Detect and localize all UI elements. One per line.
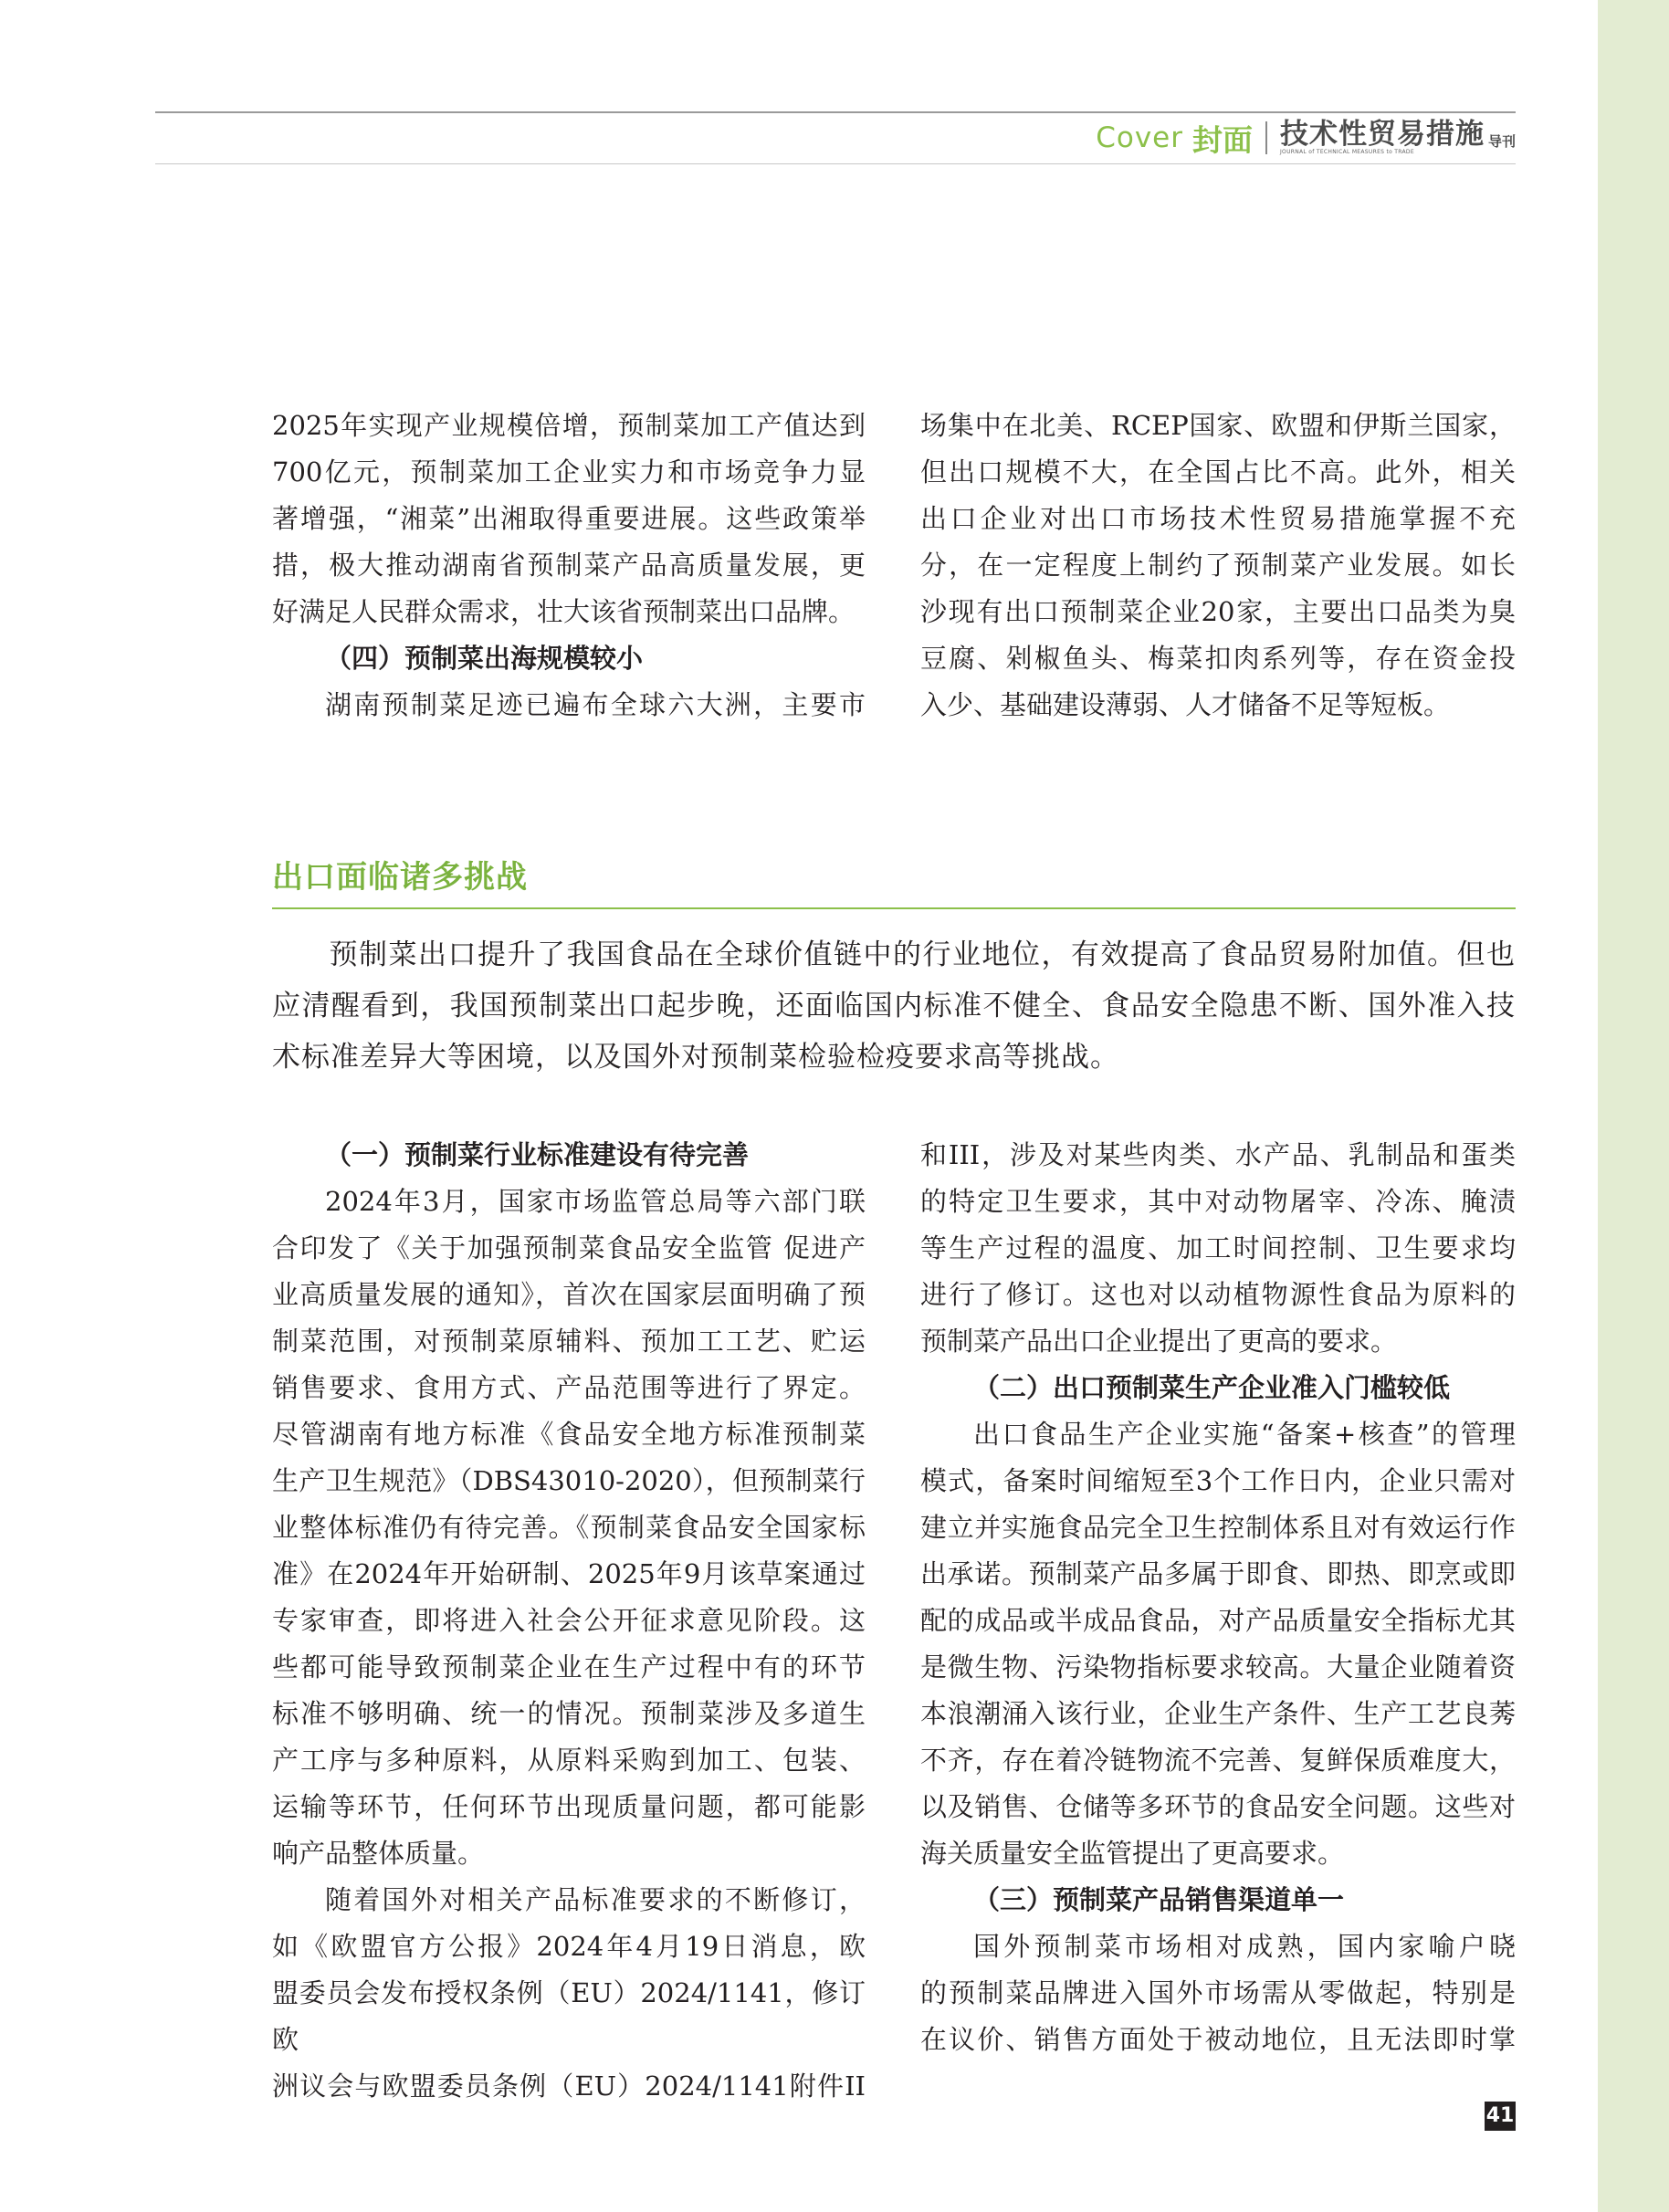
text-line: 的预制菜品牌进入国外市场需从零做起，特别是 [920, 1977, 1516, 2008]
text-line: 出口企业对出口市场技术性贸易措施掌握不充 [920, 503, 1516, 534]
text-line: 进行了修订。这也对以动植物源性食品为原料的 [920, 1279, 1516, 1310]
text-line: 豆腐、剁椒鱼头、梅菜扣肉系列等，存在资金投 [920, 643, 1516, 674]
text-line: 以及销售、仓储等多环节的食品安全问题。这些对 [920, 1791, 1516, 1822]
subheading: （三）预制菜产品销售渠道单一 [973, 1884, 1345, 1915]
journal-english-title: JOURNAL of TECHNICAL MEASURES to TRADE [1279, 149, 1414, 155]
header-rule-top [155, 111, 1516, 113]
text-line: 是微生物、污染物指标要求较高。大量企业随着资 [920, 1651, 1516, 1683]
subheading: （四）预制菜出海规模较小 [325, 643, 644, 674]
text-line: 模式，备案时间缩短至3个工作日内，企业只需对 [920, 1465, 1516, 1496]
journal-title: 技术性贸易措施 [1279, 118, 1485, 151]
text-line: 国外预制菜市场相对成熟，国内家喻户晓 [973, 1931, 1516, 1962]
side-strip [1598, 0, 1669, 2212]
text-line: 制菜范围，对预制菜原辅料、预加工工艺、贮运 [272, 1326, 866, 1357]
text-line: 本浪潮涌入该行业，企业生产条件、生产工艺良莠 [920, 1698, 1516, 1729]
text-line: 沙现有出口预制菜企业20家，主要出口品类为臭 [920, 596, 1516, 627]
text-line: 盟委员会发布授权条例（EU）2024/1141，修订欧 [272, 1977, 866, 2055]
section-heading: 出口面临诸多挑战 [272, 859, 528, 896]
text-line: 配的成品或半成品食品，对产品质量安全指标尤其 [920, 1605, 1516, 1636]
text-line: 生产卫生规范》（DBS43010-2020），但预制菜行 [272, 1465, 866, 1496]
text-line: 运输等环节，任何环节出现质量问题，都可能影 [272, 1791, 866, 1822]
text-line: 出承诺。预制菜产品多属于即食、即热、即烹或即 [920, 1558, 1516, 1589]
text-line: 和III，涉及对某些肉类、水产品、乳制品和蛋类 [920, 1139, 1516, 1170]
text-line: 的特定卫生要求，其中对动物屠宰、冷冻、腌渍 [920, 1186, 1516, 1217]
text-column-top-right [920, 403, 1516, 729]
section-heading-rule [272, 907, 1516, 909]
text-line: 700亿元，预制菜加工企业实力和市场竞争力显 [272, 456, 866, 487]
text-line: 销售要求、食用方式、产品范围等进行了界定。 [272, 1372, 866, 1403]
text-line: 湖南预制菜足迹已遍布全球六大洲，主要市 [325, 689, 866, 720]
subheading: （一）预制菜行业标准建设有待完善 [325, 1139, 750, 1170]
text-line: 入少、基础建设薄弱、人才储备不足等短板。 [920, 689, 1451, 720]
section-label-en: Cover [1096, 121, 1183, 154]
text-line: 准》在2024年开始研制、2025年9月该草案通过 [272, 1558, 866, 1589]
text-line: 但出口规模不大，在全国占比不高。此外，相关 [920, 456, 1516, 487]
header-rule-bottom [155, 163, 1516, 164]
text-line: 场集中在北美、RCEP国家、欧盟和伊斯兰国家， [920, 410, 1516, 441]
text-line: 分，在一定程度上制约了预制菜产业发展。如长 [920, 550, 1516, 581]
text-line: 业整体标准仍有待完善。《预制菜食品安全国家标 [272, 1512, 866, 1543]
header-separator [1265, 121, 1267, 154]
subheading: （二）出口预制菜生产企业准入门槛较低 [973, 1372, 1451, 1403]
text-line: 著增强，“湘菜”出湘取得重要进展。这些政策举 [272, 503, 866, 534]
text-line: 2024年3月，国家市场监管总局等六部门联 [325, 1186, 866, 1217]
text-line: 标准不够明确、统一的情况。预制菜涉及多道生 [272, 1698, 866, 1729]
text-line: 海关质量安全监管提出了更高要求。 [920, 1838, 1345, 1869]
text-line: 业高质量发展的通知》，首次在国家层面明确了预 [272, 1279, 866, 1310]
text-line: 专家审查，即将进入社会公开征求意见阶段。这 [272, 1605, 866, 1636]
text-line: 措，极大推动湖南省预制菜产品高质量发展，更 [272, 550, 866, 581]
text-line: 不齐，存在着冷链物流不完善、复鲜保质难度大， [920, 1745, 1516, 1776]
text-line: 随着国外对相关产品标准要求的不断修订， [325, 1884, 866, 1915]
text-line: 等生产过程的温度、加工时间控制、卫生要求均 [920, 1232, 1516, 1263]
section-label-cn: 封面 [1191, 121, 1253, 158]
text-column-bottom-right [920, 1132, 1516, 2063]
text-line: 些都可能导致预制菜企业在生产过程中有的环节 [272, 1651, 866, 1683]
text-line: 好满足人民群众需求，壮大该省预制菜出口品牌。 [272, 596, 855, 627]
text-column-top-left [272, 403, 866, 729]
journal-logo [1280, 120, 1516, 156]
section-intro-text: 预制菜出口提升了我国食品在全球价值链中的行业地位，有效提高了食品贸易附加值。但也应清醒看到，我国预制菜出口起步晚，还面临国内标准不健全、食品安全隐患不断、国外准入技术标准差异大等困境，以及国外对预制菜检验检疫要求高等挑战。 [272, 938, 1516, 1074]
text-line: 建立并实施食品完全卫生控制体系且对有效运行作 [920, 1512, 1516, 1543]
journal-tag: 导刊 [1487, 133, 1516, 150]
text-column-bottom-left [272, 1132, 866, 2110]
text-line: 在议价、销售方面处于被动地位，且无法即时掌 [920, 2024, 1516, 2055]
text-line: 2025年实现产业规模倍增，预制菜加工产值达到 [272, 410, 866, 441]
text-line: 如《欧盟官方公报》2024年4月19日消息，欧 [272, 1931, 866, 1962]
text-line: 响产品整体质量。 [272, 1838, 485, 1869]
page-number: 41 [1485, 2102, 1516, 2131]
running-header [1096, 117, 1516, 159]
text-line: 洲议会与欧盟委员条例（EU）2024/1141附件II [272, 2070, 866, 2102]
text-line: 出口食品生产企业实施“备案+核查”的管理 [973, 1419, 1516, 1450]
text-line: 尽管湖南有地方标准《食品安全地方标准预制菜 [272, 1419, 866, 1450]
section-intro [272, 929, 1516, 1083]
text-line: 合印发了《关于加强预制菜食品安全监管 促进产 [272, 1232, 866, 1263]
text-line: 预制菜产品出口企业提出了更高的要求。 [920, 1326, 1398, 1357]
text-line: 产工序与多种原料，从原料采购到加工、包装、 [272, 1745, 866, 1776]
